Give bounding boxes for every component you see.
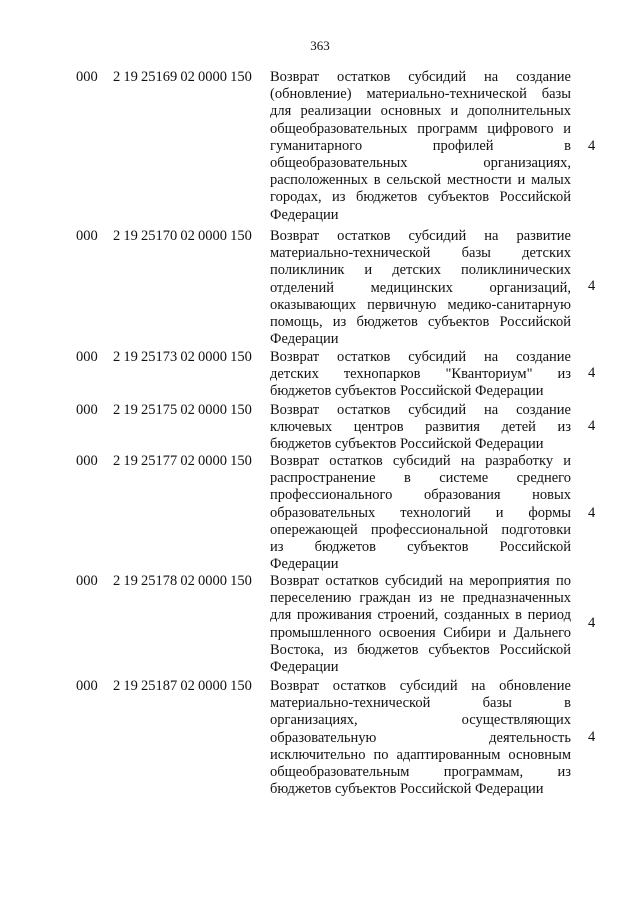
admin-code: 000 (76, 228, 98, 244)
budget-code: 2 19 25187 02 0000 150 (113, 678, 252, 694)
budget-code: 2 19 25177 02 0000 150 (113, 453, 252, 469)
description (270, 349, 571, 401)
description-line: Федерации (270, 331, 339, 348)
description-line: для реализации основных и дополнительных (270, 103, 571, 120)
description-line: Возврат остатков субсидий на создание (270, 69, 571, 85)
description-line: общеобразовательных организациях, (270, 154, 571, 171)
description-line: бюджетов субъектов Российской Федерации (270, 436, 544, 453)
description-line: Федерации (270, 556, 339, 573)
description-line: исключительно по адаптированным основным (270, 746, 571, 763)
description-line: Возврат остатков субсидий на создание (270, 402, 571, 418)
description-line: гуманитарного профилей в (270, 137, 571, 154)
description-line: (обновление) материально-технической базы (270, 86, 571, 103)
description-line: ключевых центров развития детей из (270, 419, 571, 436)
description-line: общеобразовательным программам, из (270, 763, 571, 780)
admin-code: 000 (76, 402, 98, 418)
description (270, 678, 571, 798)
budget-code: 2 19 25170 02 0000 150 (113, 228, 252, 244)
description-line: поликлиник и детских поликлинических (270, 262, 571, 279)
page-number: 363 (310, 38, 330, 53)
description-line: Возврат остатков субсидий на мероприятия по (270, 573, 571, 589)
description-line: Возврат остатков субсидий на обновление (270, 678, 571, 694)
description-line: Возврат остатков субсидий на развитие (270, 228, 571, 244)
description-line: опережающей профессиональной подготовки (270, 521, 571, 538)
admin-code: 000 (76, 453, 98, 469)
description (270, 402, 571, 454)
description (270, 228, 571, 348)
budget-code: 2 19 25173 02 0000 150 (113, 349, 252, 365)
description-line: бюджетов субъектов Российской Федерации (270, 781, 544, 798)
description-line: Федерации (270, 658, 339, 675)
level-value: 4 (588, 615, 596, 631)
description-line: общеобразовательных программ цифрового и (270, 120, 571, 137)
description-line: Востока, из бюджетов субъектов Российской (270, 641, 571, 658)
admin-code: 000 (76, 573, 98, 589)
description-line: для проживания строений, созданных в период (270, 607, 571, 624)
description (270, 453, 571, 573)
description-line: образовательных технологий и формы (270, 504, 571, 521)
description-line: материально-технической базы детских (270, 245, 571, 262)
description-line: промышленного освоения Сибири и Дальнего (270, 624, 571, 641)
admin-code: 000 (76, 349, 98, 365)
description (270, 69, 571, 224)
description-line: оказывающих первичную медико-санитарную (270, 296, 571, 313)
description-line: Федерации (270, 206, 339, 223)
description-line: из бюджетов субъектов Российской (270, 538, 571, 555)
description (270, 573, 571, 676)
description-line: Возврат остатков субсидий на разработку и (270, 453, 571, 469)
description-line: отделений медицинских организаций, (270, 279, 571, 296)
description-line: материально-технической базы в (270, 695, 571, 712)
budget-code: 2 19 25169 02 0000 150 (113, 69, 252, 85)
admin-code: 000 (76, 678, 98, 694)
description-line: бюджетов субъектов Российской Федерации (270, 383, 544, 400)
description-line: организациях, осуществляющих (270, 712, 571, 729)
level-value: 4 (588, 418, 596, 434)
description-line: детских технопарков "Кванториум" из (270, 366, 571, 383)
level-value: 4 (588, 505, 596, 521)
admin-code: 000 (76, 69, 98, 85)
description-line: помощь, из бюджетов субъектов Российской (270, 313, 571, 330)
description-line: переселению граждан из не предназначенных (270, 590, 571, 607)
level-value: 4 (588, 138, 596, 154)
description-line: образовательную деятельность (270, 729, 571, 746)
description-line: городах, из бюджетов субъектов Российской (270, 189, 571, 206)
level-value: 4 (588, 365, 596, 381)
description-line: расположенных в сельской местности и малых (270, 172, 571, 189)
budget-code: 2 19 25178 02 0000 150 (113, 573, 252, 589)
level-value: 4 (588, 729, 596, 745)
level-value: 4 (588, 278, 596, 294)
budget-code: 2 19 25175 02 0000 150 (113, 402, 252, 418)
description-line: распространение в системе среднего (270, 470, 571, 487)
description-line: Возврат остатков субсидий на создание (270, 349, 571, 365)
description-line: профессионального образования новых (270, 487, 571, 504)
